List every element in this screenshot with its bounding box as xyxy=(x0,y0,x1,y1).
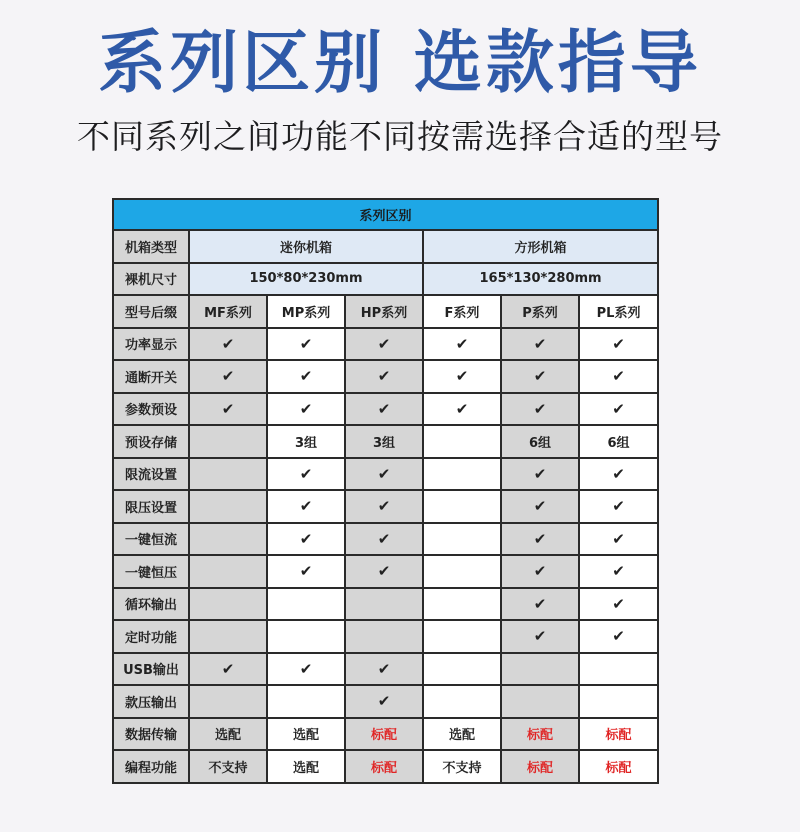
feature-cell: ✔ xyxy=(345,490,423,523)
feature-cell xyxy=(189,425,267,458)
row-label: 款压输出 xyxy=(113,685,189,718)
feature-cell: ✔ xyxy=(501,360,579,393)
page-title: 系列区别 选款指导 xyxy=(98,24,702,103)
series-comparison-table xyxy=(112,198,659,784)
feature-cell: ✔ xyxy=(579,620,658,653)
table-row xyxy=(113,523,658,556)
feature-cell: ✔ xyxy=(345,393,423,426)
comparison-table-container xyxy=(112,198,657,784)
square-case-cell: 方形机箱 xyxy=(423,230,658,263)
feature-cell: ✔ xyxy=(423,393,501,426)
table-row xyxy=(113,718,658,751)
feature-cell xyxy=(189,523,267,556)
table-row xyxy=(113,653,658,686)
feature-cell: ✔ xyxy=(579,360,658,393)
feature-cell: 选配 xyxy=(423,718,501,751)
feature-cell: ✔ xyxy=(345,523,423,556)
feature-cell: ✔ xyxy=(501,620,579,653)
mini-case-cell: 迷你机箱 xyxy=(189,230,423,263)
feature-cell: ✔ xyxy=(267,555,345,588)
table-row xyxy=(113,458,658,491)
row-label: 数据传输 xyxy=(113,718,189,751)
model-suffix-cell: MF系列 xyxy=(189,295,267,328)
feature-cell: ✔ xyxy=(423,360,501,393)
feature-cell: ✔ xyxy=(267,653,345,686)
size-row xyxy=(113,263,658,296)
row-label: 功率显示 xyxy=(113,328,189,361)
feature-cell xyxy=(345,620,423,653)
feature-cell: 选配 xyxy=(267,750,345,783)
feature-cell xyxy=(267,588,345,621)
feature-cell: 标配 xyxy=(345,718,423,751)
feature-cell xyxy=(579,685,658,718)
row-label: 型号后缀 xyxy=(113,295,189,328)
feature-cell: 不支持 xyxy=(189,750,267,783)
row-label: 限压设置 xyxy=(113,490,189,523)
feature-cell: ✔ xyxy=(501,458,579,491)
row-label: 一键恒压 xyxy=(113,555,189,588)
model-suffix-cell: PL系列 xyxy=(579,295,658,328)
row-label: 机箱类型 xyxy=(113,230,189,263)
feature-cell: ✔ xyxy=(579,393,658,426)
feature-cell xyxy=(189,685,267,718)
model-suffix-cell: F系列 xyxy=(423,295,501,328)
row-label: 参数预设 xyxy=(113,393,189,426)
model-suffix-cell: P系列 xyxy=(501,295,579,328)
feature-cell: ✔ xyxy=(267,523,345,556)
feature-cell xyxy=(423,523,501,556)
row-label: USB输出 xyxy=(113,653,189,686)
feature-cell: 选配 xyxy=(189,718,267,751)
feature-cell xyxy=(189,490,267,523)
row-label: 预设存储 xyxy=(113,425,189,458)
square-size-cell: 165*130*280mm xyxy=(423,263,658,296)
feature-cell xyxy=(423,490,501,523)
feature-cell xyxy=(423,555,501,588)
table-header-row xyxy=(113,199,658,230)
feature-cell: ✔ xyxy=(501,523,579,556)
feature-cell: ✔ xyxy=(267,458,345,491)
feature-cell: ✔ xyxy=(267,328,345,361)
feature-cell xyxy=(423,685,501,718)
feature-cell: 标配 xyxy=(501,718,579,751)
feature-cell: ✔ xyxy=(189,393,267,426)
feature-cell: ✔ xyxy=(501,490,579,523)
table-row xyxy=(113,620,658,653)
table-row xyxy=(113,685,658,718)
feature-cell: 标配 xyxy=(579,718,658,751)
mini-size-cell: 150*80*230mm xyxy=(189,263,423,296)
feature-cell: ✔ xyxy=(501,328,579,361)
table-row xyxy=(113,750,658,783)
table-header: 系列区别 xyxy=(113,199,658,230)
feature-cell: ✔ xyxy=(267,490,345,523)
feature-cell xyxy=(345,588,423,621)
feature-cell: 选配 xyxy=(267,718,345,751)
table-row xyxy=(113,393,658,426)
feature-cell: ✔ xyxy=(189,653,267,686)
feature-cell xyxy=(423,458,501,491)
suffix-row xyxy=(113,295,658,328)
feature-cell: ✔ xyxy=(579,523,658,556)
feature-cell: ✔ xyxy=(345,328,423,361)
table-row xyxy=(113,328,658,361)
table-row xyxy=(113,425,658,458)
feature-cell: ✔ xyxy=(267,393,345,426)
feature-cell: ✔ xyxy=(579,328,658,361)
feature-cell: ✔ xyxy=(345,685,423,718)
feature-cell: ✔ xyxy=(267,360,345,393)
feature-cell: 标配 xyxy=(345,750,423,783)
feature-cell xyxy=(189,620,267,653)
feature-cell: 6组 xyxy=(501,425,579,458)
feature-cell xyxy=(189,588,267,621)
feature-cell xyxy=(423,653,501,686)
feature-cell: ✔ xyxy=(423,328,501,361)
table-row xyxy=(113,490,658,523)
model-suffix-cell: HP系列 xyxy=(345,295,423,328)
feature-cell: ✔ xyxy=(579,458,658,491)
model-suffix-cell: MP系列 xyxy=(267,295,345,328)
table-row xyxy=(113,588,658,621)
row-label: 循环输出 xyxy=(113,588,189,621)
feature-cell: ✔ xyxy=(579,588,658,621)
feature-cell: ✔ xyxy=(579,555,658,588)
case-type-row xyxy=(113,230,658,263)
feature-cell: ✔ xyxy=(501,588,579,621)
feature-cell: 不支持 xyxy=(423,750,501,783)
feature-cell: 标配 xyxy=(579,750,658,783)
row-label: 定时功能 xyxy=(113,620,189,653)
feature-cell xyxy=(501,653,579,686)
feature-cell: ✔ xyxy=(501,555,579,588)
feature-cell xyxy=(423,588,501,621)
table-row xyxy=(113,555,658,588)
feature-cell xyxy=(267,620,345,653)
table-row xyxy=(113,360,658,393)
feature-cell: 3组 xyxy=(267,425,345,458)
feature-cell: 6组 xyxy=(579,425,658,458)
feature-cell: ✔ xyxy=(189,360,267,393)
feature-cell: ✔ xyxy=(579,490,658,523)
feature-cell xyxy=(189,458,267,491)
feature-cell: ✔ xyxy=(345,555,423,588)
feature-cell: ✔ xyxy=(345,458,423,491)
feature-cell xyxy=(501,685,579,718)
feature-cell xyxy=(267,685,345,718)
feature-cell xyxy=(189,555,267,588)
row-label: 限流设置 xyxy=(113,458,189,491)
page-subtitle: 不同系列之间功能不同按需选择合适的型号 xyxy=(77,117,723,156)
feature-cell xyxy=(423,425,501,458)
row-label: 裸机尺寸 xyxy=(113,263,189,296)
feature-cell xyxy=(579,653,658,686)
feature-cell: 标配 xyxy=(501,750,579,783)
feature-cell xyxy=(423,620,501,653)
row-label: 一键恒流 xyxy=(113,523,189,556)
feature-cell: ✔ xyxy=(345,653,423,686)
feature-cell: 3组 xyxy=(345,425,423,458)
feature-cell: ✔ xyxy=(501,393,579,426)
row-label: 编程功能 xyxy=(113,750,189,783)
feature-cell: ✔ xyxy=(345,360,423,393)
row-label: 通断开关 xyxy=(113,360,189,393)
feature-cell: ✔ xyxy=(189,328,267,361)
